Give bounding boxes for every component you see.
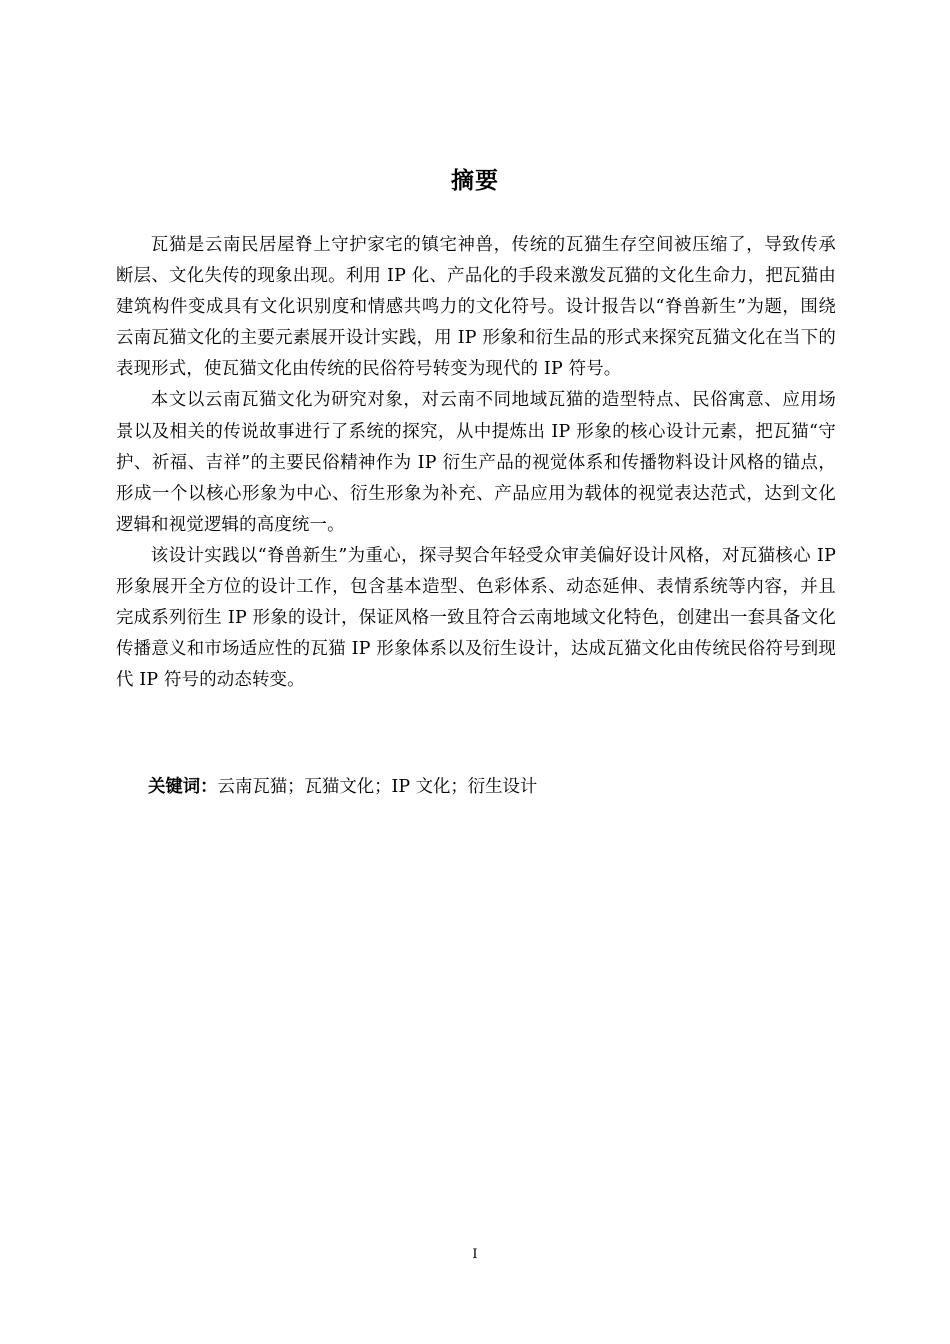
abstract-title: 摘要 [451, 168, 499, 194]
abstract-paragraph-3: 该设计实践以“脊兽新生”为重心，探寻契合年轻受众审美偏好设计风格，对瓦猫核心 IP 形象展开全方位的设计工作，包含基本造型、色彩体系、动态延伸、表情系统等内容，并且完成系列衍生 IP 形象的设计，保证风格一致且符合云南地域文化特色，创建出一套具备文化传播意义和市场适应性的瓦猫 IP 形象体系以及衍生设计，达成瓦猫文化由传统民俗符号到现代 IP 符号的动态转变。 [116, 545, 836, 691]
keywords-label: 关键词： [148, 777, 218, 797]
page-number: I [472, 1247, 478, 1262]
abstract-body [116, 230, 836, 696]
abstract-paragraph-2: 本文以云南瓦猫文化为研究对象，对云南不同地域瓦猫的造型特点、民俗寓意、应用场景以及相关的传说故事进行了系统的探究，从中提炼出 IP 形象的核心设计元素，把瓦猫“守护、祈福、吉祥”的主要民俗精神作为 IP 衍生产品的视觉体系和传播物料设计风格的锚点，形成一个以核心形象为中心、衍生形象为补充、产品应用为载体的视觉表达范式，达到文化逻辑和视觉逻辑的高度统一。 [116, 390, 836, 535]
keywords-line [148, 772, 838, 803]
keywords-value: 云南瓦猫；瓦猫文化；IP 文化；衍生设计 [217, 777, 538, 797]
abstract-paragraph-1: 瓦猫是云南民居屋脊上守护家宅的镇宅神兽，传统的瓦猫生存空间被压缩了，导致传承断层、文化失传的现象出现。利用 IP 化、产品化的手段来激发瓦猫的文化生命力，把瓦猫由建筑构件变成具有文化识别度和情感共鸣力的文化符号。设计报告以“脊兽新生”为题，围绕云南瓦猫文化的主要元素展开设计实践，用 IP 形象和衍生品的形式来探究瓦猫文化在当下的表现形式，使瓦猫文化由传统的民俗符号转变为现代的 IP 符号。 [116, 235, 836, 380]
